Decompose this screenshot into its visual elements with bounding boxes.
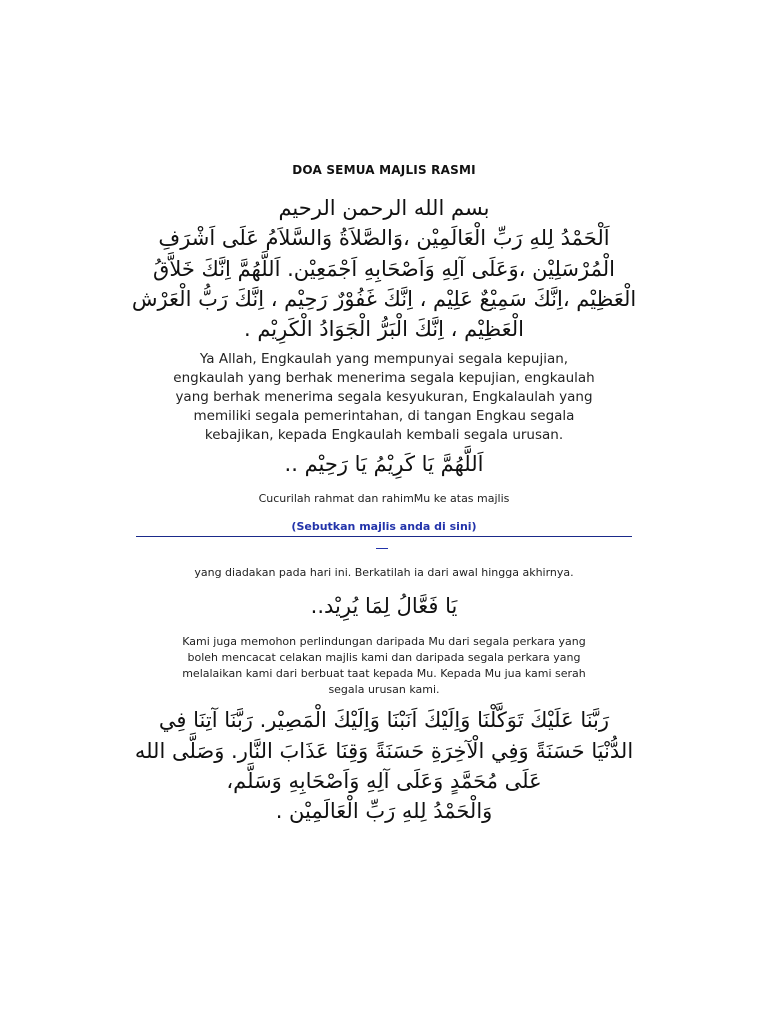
malay-praise-line: engkaulah yang berhak menerima segala kepujian, engkaulah [173, 370, 595, 386]
malay-protection-line: segala urusan kami. [328, 683, 440, 696]
malay-praise-line: kebajikan, kepada Engkaulah kembali segala urusan. [204, 427, 564, 443]
malay-request-text: Cucurilah rahmat dan rahimMu ke atas majlis [258, 492, 510, 505]
malay-protection-line: melalaikan kami dari berbuat taat kepada Mu. Kepada Mu jua kami serah [182, 667, 586, 680]
arabic-closing-line: الدُّنْيَا حَسَنَةً وَفِي الْآخِرَةِ حَسَنَةً وَقِنَا عَذَابَ النَّار. وَصَلَّى الله [134, 739, 634, 763]
basmalah-line: بسم الله الرحمن الرحيم [278, 196, 490, 220]
document-title: DOA SEMUA MAJLIS RASMI [292, 163, 476, 177]
malay-event [130, 566, 638, 579]
arabic-opening-line: اَلْحَمْدُ لِلهِ رَبِّ الْعَالَمِيْن ،وَالصَّلاَةُ وَالسَّلاَمُ عَلَى اَشْرَفِ [158, 226, 610, 250]
malay-protection-line: boleh mencacat celakan majlis kami dan daripada segala perkara yang [187, 651, 581, 664]
malay-praise-line: memiliki segala pemerintahan, di tangan Engkau segala [193, 408, 575, 424]
arabic-call-2: يَا فَعَّالُ لِمَا يُرِيْد.. [310, 594, 458, 618]
underline-rule [136, 536, 632, 537]
arabic-closing-line: رَبَّنَا عَلَيْكَ تَوَكَّلْنَا وَاِلَيْكَ اَنَبْنَا وَاِلَيْكَ الْمَصِيْر. رَبَّنَا آتِنَا فِي [158, 708, 610, 732]
majlis-name-placeholder: (Sebutkan majlis anda di sini) [291, 520, 477, 533]
arabic-opening-line: الْعَظِيْم ،اِنَّكَ سَمِيْعٌ عَلِيْم ، اِنَّكَ غَفُوْرٌ رَحِيْم ، اِنَّكَ رَبُّ الْعَرْش [131, 287, 637, 311]
malay-praise-line: yang berhak menerima segala kesyukuran, Engkalaulah yang [175, 389, 593, 405]
malay-protection-paragraph [130, 634, 638, 698]
arabic-closing-line: عَلَى مُحَمَّدٍ وَعَلَى آلِهِ وَاَصْحَابِهِ وَسَلَّم، [226, 769, 542, 793]
arabic-opening-line: الْعَظِيْم ، اِنَّكَ الْبَرُّ الْجَوَادُ الْكَرِيْم . [243, 317, 524, 341]
malay-protection-line: Kami juga memohon perlindungan daripada Mu dari segala perkara yang [182, 635, 586, 648]
arabic-opening-line: الْمُرْسَلِيْن ،وَعَلَى آلِهِ وَاَصْحَابِهِ اَجْمَعِيْن. اَللَّهُمَّ اِنَّكَ خَلاَّقُ [153, 257, 615, 281]
malay-request [130, 492, 638, 505]
malay-event-text: yang diadakan pada hari ini. Berkatilah ia dari awal hingga akhirnya. [194, 566, 574, 579]
arabic-closing-line: وَالْحَمْدُ لِلهِ رَبِّ الْعَالَمِيْن . [275, 799, 493, 823]
malay-praise-line: Ya Allah, Engkaulah yang mempunyai segala kepujian, [199, 351, 569, 367]
arabic-call-1: اَللَّهُمَّ يَا كَرِيْمُ يَا رَحِيْم .. [284, 452, 484, 476]
short-underline [376, 548, 388, 549]
malay-praise-paragraph [130, 350, 638, 445]
